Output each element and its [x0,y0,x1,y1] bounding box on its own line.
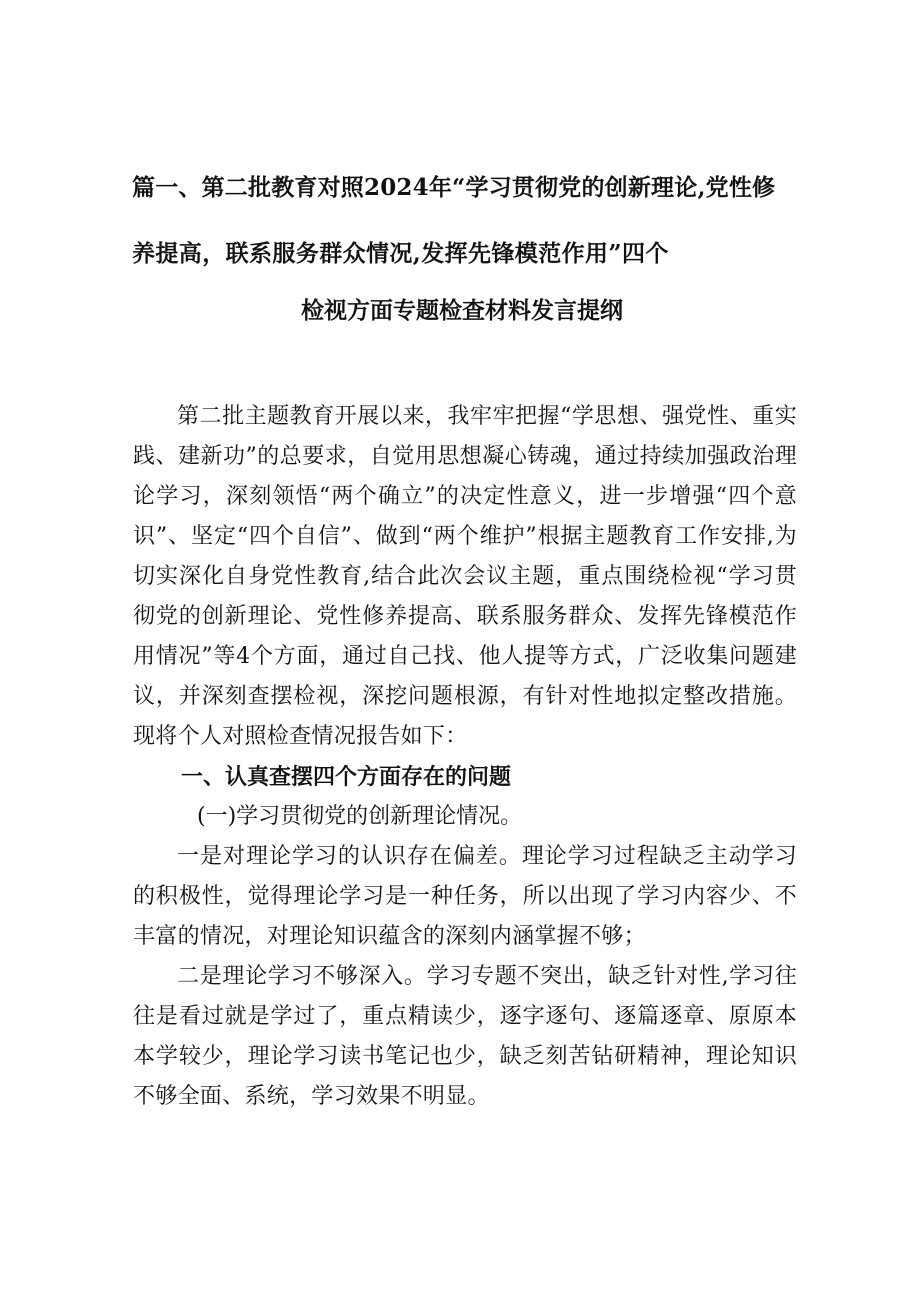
document-title-line-2: 养提高，联系服务群众情况,发挥先锋模范作用”四个 [132,240,669,267]
section-heading: 一、认真查摆四个方面存在的问题 [181,764,512,790]
subsection-heading: (一)学习贯彻党的创新理论情况。 [197,804,523,829]
document-body [133,397,797,1117]
point-paragraph-1: 一是对理论学习的认识存在偏差。理论学习过程缺乏主动学习的积极性，觉得理论学习是一种任务，所以出现了学习内容少、不丰富的情况，对理论知识蕴含的深刻内涵掌握不够； [133,844,797,949]
intro-paragraph: 第二批主题教育开展以来，我牢牢把握“学思想、强党性、重实践、建新功”的总要求，自觉用思想凝心铸魂，通过持续加强政治理论学习，深刻领悟“两个确立”的决定性意义，进一步增强“四个意识”、坚定“四个自信”、做到“两个维护”根据主题教育工作安排,为切实深化自身党性教育,结合此次会议主题，重点围绕检视“学习贯彻党的创新理论、党性修养提高、联系服务群众、发挥先锋模范作用情况”等4个方面，通过自己找、他人提等方式，广泛收集问题建议，并深刻查摆检视，深挖问题根源，有针对性地拟定整改措施。现将个人对照检查情况报告如下： [133,404,797,749]
document-title-line-3: 检视方面专题检查材料发言提纲 [301,297,623,324]
point-paragraph-2: 二是理论学习不够深入。学习专题不突出，缺乏针对性,学习往往是看过就是学过了，重点精读少，逐字逐句、逐篇逐章、原原本本学较少，理论学习读书笔记也少，缺乏刻苦钻研精神，理论知识不够全面、系统，学习效果不明显。 [133,964,797,1109]
document-title-line-1: 篇一、第二批教育对照2024年“学习贯彻党的创新理论,党性修 [132,174,776,201]
